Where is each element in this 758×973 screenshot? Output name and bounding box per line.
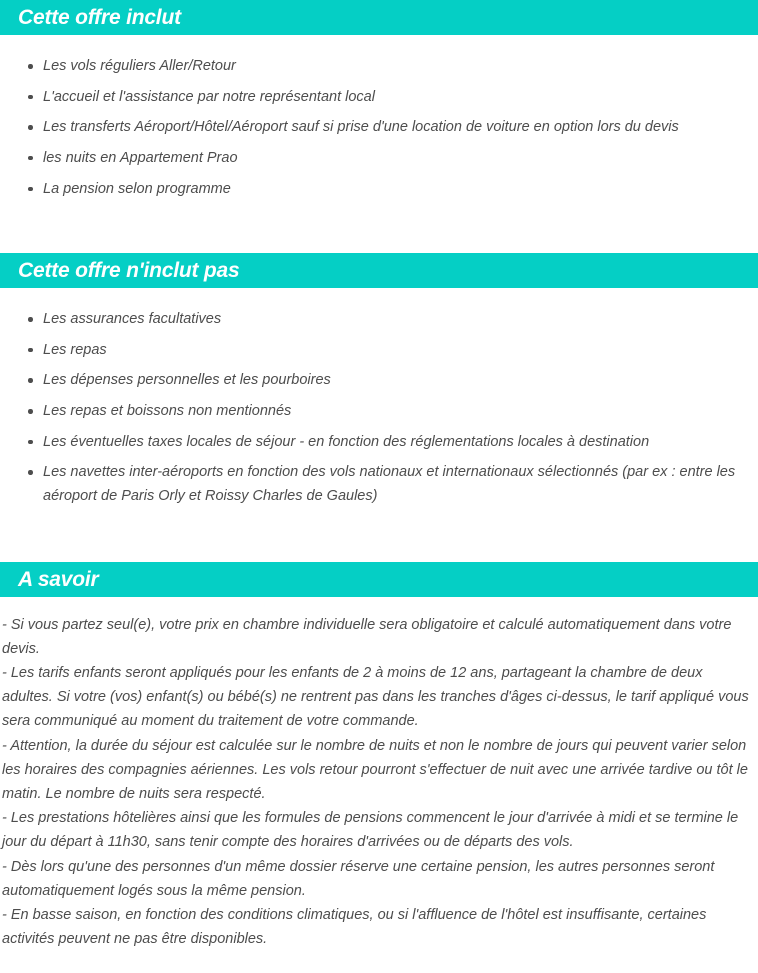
list-item: Les dépenses personnelles et les pourboires xyxy=(28,369,744,393)
section-header-not-included xyxy=(0,253,758,288)
list-item: Les éventuelles taxes locales de séjour - en fonction des réglementations locales à destination xyxy=(28,431,744,455)
not-included-list xyxy=(0,288,758,508)
note-paragraph: - Les prestations hôtelières ainsi que les formules de pensions commencent le jour d'arrivée à midi et se termine le jour du départ à 11h30, sans tenir compte des horaires d'arrivées ou de départs des vols. xyxy=(2,806,754,854)
note-paragraph: - Les tarifs enfants seront appliqués pour les enfants de 2 à moins de 12 ans, partageant la chambre de deux adultes. Si votre (vos) enfant(s) ou bébé(s) ne rentrent pas dans les tranches d'âges ci-dessus, le tarif appliqué vous sera communiqué au moment du traitement de votre commande. xyxy=(2,661,754,734)
list-item: Les repas et boissons non mentionnés xyxy=(28,400,744,424)
list-item: Les navettes inter-aéroports en fonction des vols nationaux et internationaux sélectionnés (par ex : entre les aéroport de Paris Orly et Roissy Charles de Gaules) xyxy=(28,461,744,508)
note-paragraph: - En basse saison, en fonction des conditions climatiques, ou si l'affluence de l'hôtel est insuffisante, certaines activités peuvent ne pas être disponibles. xyxy=(2,903,754,951)
list-item: Les assurances facultatives xyxy=(28,308,744,332)
good-to-know-notes xyxy=(0,597,758,952)
included-list xyxy=(0,35,758,201)
section-title-not-included: Cette offre n'inclut pas xyxy=(18,260,240,281)
section-included xyxy=(0,0,758,253)
list-item: L'accueil et l'assistance par notre représentant local xyxy=(28,86,744,110)
section-not-included xyxy=(0,253,758,561)
list-item: Les vols réguliers Aller/Retour xyxy=(28,55,744,79)
note-paragraph: - Dès lors qu'une des personnes d'un même dossier réserve une certaine pension, les autres personnes seront automatiquement logés sous la même pension. xyxy=(2,855,754,903)
section-spacer xyxy=(0,516,758,562)
section-spacer xyxy=(0,208,758,253)
section-header-included xyxy=(0,0,758,35)
section-title-good-to-know: A savoir xyxy=(18,569,99,590)
section-header-good-to-know xyxy=(0,562,758,597)
section-title-included: Cette offre inclut xyxy=(18,7,181,28)
list-item: Les transferts Aéroport/Hôtel/Aéroport sauf si prise d'une location de voiture en option lors du devis xyxy=(28,116,744,140)
page-bottom-spacer xyxy=(0,951,758,973)
list-item: les nuits en Appartement Prao xyxy=(28,147,744,171)
list-item: La pension selon programme xyxy=(28,178,744,202)
list-item: Les repas xyxy=(28,339,744,363)
note-paragraph: - Attention, la durée du séjour est calculée sur le nombre de nuits et non le nombre de jours qui peuvent varier selon les horaires des compagnies aériennes. Les vols retour pourront s'effectuer de nuit avec une arrivée tardive ou tôt le matin. Le nombre de nuits sera respecté. xyxy=(2,734,754,807)
section-good-to-know xyxy=(0,562,758,973)
note-paragraph: - Si vous partez seul(e), votre prix en chambre individuelle sera obligatoire et calculé automatiquement dans votre devis. xyxy=(2,613,754,661)
